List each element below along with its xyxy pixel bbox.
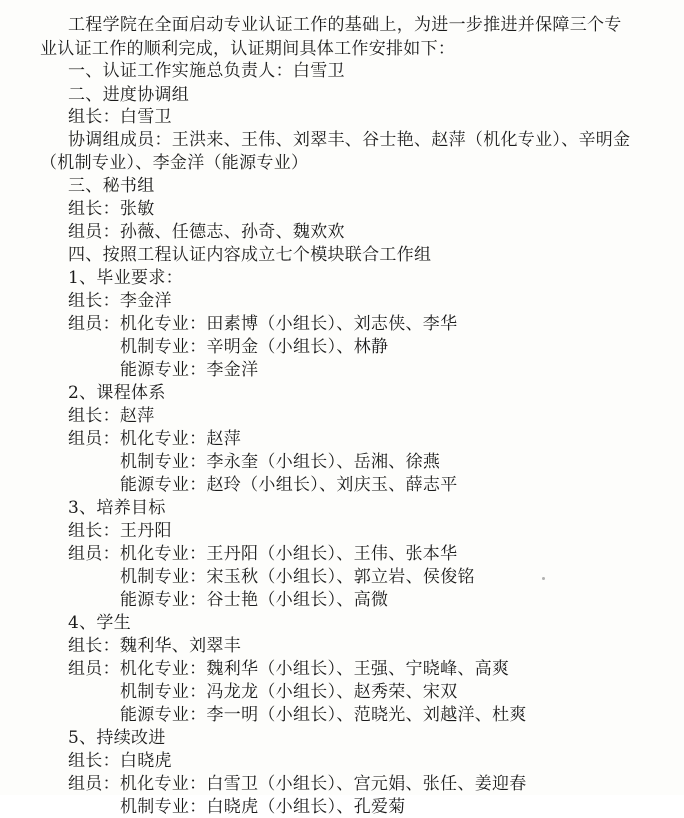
members-line: 机制专业：辛明金（小组长）、林静	[120, 337, 389, 357]
members-line: 能源专业：谷士艳（小组长）、高微	[120, 590, 389, 610]
leader-line: 组长：赵萍	[68, 406, 155, 426]
subsection-heading: 5、持续改进	[68, 728, 166, 748]
section-heading: 三、秘书组	[68, 176, 155, 196]
members-line: 组员：孙薇、任德志、孙奇、魏欢欢	[68, 222, 345, 242]
section-heading: 二、进度协调组	[68, 85, 190, 105]
members-line: 机制专业：宋玉秋（小组长）、郭立岩、侯俊铭	[120, 567, 475, 587]
section-heading: 一、认证工作实施总负责人：白雪卫	[68, 61, 345, 81]
subsection-heading: 4、学生	[68, 613, 132, 633]
members-line: 机制专业：白晓虎（小组长）、孔爱菊	[120, 797, 406, 817]
leader-line: 组长：王丹阳	[68, 521, 172, 541]
subsection-heading: 3、培养目标	[68, 498, 166, 518]
members-line: 机制专业：冯龙龙（小组长）、赵秀荣、宋双	[120, 682, 458, 702]
members-line: 组员：机化专业：白雪卫（小组长）、宫元娟、张任、姜迎春	[68, 774, 527, 794]
members-line: 组员：机化专业：魏利华（小组长）、王强、宁晓峰、高爽	[68, 659, 510, 679]
members-line: 机制专业：李永奎（小组长）、岳湘、徐燕	[120, 452, 441, 472]
members-line: 协调组成员：王洪来、王伟、刘翠丰、谷士艳、赵萍（机化专业）、辛明金	[68, 130, 631, 150]
members-line: 组员：机化专业：王丹阳（小组长）、王伟、张本华	[68, 544, 458, 564]
members-line: 组员：机化专业：赵萍	[68, 429, 241, 449]
members-line: 能源专业：赵玲（小组长）、刘庆玉、薛志平	[120, 475, 458, 495]
leader-line: 组长：白雪卫	[68, 107, 172, 127]
members-line: 能源专业：李金洋	[120, 360, 259, 380]
members-line: 能源专业：李一明（小组长）、范晓光、刘越洋、杜爽	[120, 705, 527, 725]
paragraph-line: 工程学院在全面启动专业认证工作的基础上，为进一步推进并保障三个专	[68, 15, 622, 35]
members-line: 组员：机化专业：田素博（小组长）、刘志侠、李华	[68, 314, 458, 334]
leader-line: 组长：张敏	[68, 199, 155, 219]
section-heading: 四、按照工程认证内容成立七个模块联合工作组	[68, 245, 432, 265]
subsection-heading: 2、课程体系	[68, 383, 166, 403]
subsection-heading: 1、毕业要求：	[68, 268, 183, 288]
scan-speck	[542, 577, 545, 580]
leader-line: 组长：魏利华、刘翠丰	[68, 636, 241, 656]
members-line: （机制专业）、李金洋（能源专业）	[40, 153, 309, 173]
paragraph-line: 业认证工作的顺利完成，认证期间具体工作安排如下：	[40, 39, 456, 59]
leader-line: 组长：李金洋	[68, 291, 172, 311]
leader-line: 组长：白晓虎	[68, 751, 172, 771]
